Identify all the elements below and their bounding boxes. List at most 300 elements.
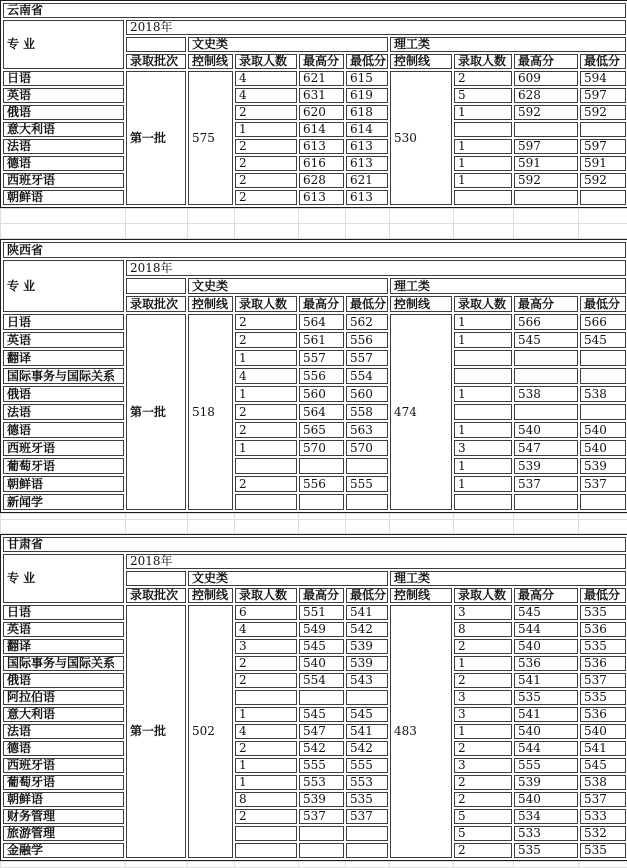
arts-max-score-cell bbox=[299, 494, 344, 510]
science-admit-count-cell: 5 bbox=[454, 826, 512, 841]
major-row bbox=[3, 792, 626, 807]
science-max-score-cell: 566 bbox=[514, 314, 578, 330]
science-min-score-cell bbox=[580, 368, 626, 384]
arts-min-score-cell: 555 bbox=[346, 758, 388, 773]
major-row bbox=[3, 494, 626, 510]
gridline-cell bbox=[346, 209, 390, 224]
science-admit-count-cell: 3 bbox=[454, 690, 512, 705]
arts-min-score-cell: 539 bbox=[346, 656, 388, 671]
science-admit-count-cell bbox=[454, 368, 512, 384]
arts-control-line-cell: 575 bbox=[188, 71, 233, 205]
arts-admit-count-cell: 2 bbox=[235, 404, 297, 420]
gridline-cell bbox=[579, 862, 627, 868]
science-min-score-cell: 537 bbox=[580, 673, 626, 688]
arts-admit-count-cell: 2 bbox=[235, 673, 297, 688]
arts-min-score-header: 最低分 bbox=[346, 54, 388, 69]
science-admit-count-cell bbox=[454, 122, 512, 137]
batch-column-header: 录取批次 bbox=[126, 588, 186, 603]
science-max-score-cell: 555 bbox=[514, 758, 578, 773]
major-row bbox=[3, 314, 626, 330]
arts-max-score-cell: 621 bbox=[299, 71, 344, 86]
science-min-score-cell bbox=[580, 190, 626, 205]
major-cell: 旅游管理 bbox=[3, 826, 124, 841]
science-min-score-cell: 535 bbox=[580, 605, 626, 620]
science-admit-count-cell: 2 bbox=[454, 673, 512, 688]
arts-max-score-cell: 540 bbox=[299, 656, 344, 671]
major-cell: 意大利语 bbox=[3, 707, 124, 722]
arts-min-score-cell: 539 bbox=[346, 639, 388, 654]
arts-max-score-cell: 620 bbox=[299, 105, 344, 120]
arts-category-header: 文史类 bbox=[188, 278, 388, 294]
arts-category-header: 文史类 bbox=[188, 37, 388, 52]
arts-max-score-cell: 613 bbox=[299, 190, 344, 205]
science-min-score-header: 最低分 bbox=[580, 588, 626, 603]
arts-min-score-cell: 543 bbox=[346, 673, 388, 688]
arts-admit-count-cell: 1 bbox=[235, 775, 297, 790]
arts-min-score-cell: 545 bbox=[346, 707, 388, 722]
arts-max-score-cell: 537 bbox=[299, 809, 344, 824]
science-min-score-cell: 539 bbox=[580, 458, 626, 474]
science-admit-count-cell: 2 bbox=[454, 639, 512, 654]
arts-min-score-cell: 554 bbox=[346, 368, 388, 384]
major-cell: 金融学 bbox=[3, 843, 124, 858]
science-max-score-cell: 547 bbox=[514, 440, 578, 456]
gridline-cell bbox=[299, 209, 346, 224]
science-min-score-header: 最低分 bbox=[580, 54, 626, 69]
science-max-score-cell: 609 bbox=[514, 71, 578, 86]
major-row bbox=[3, 190, 626, 205]
science-max-score-cell: 538 bbox=[514, 386, 578, 402]
gridline-cell bbox=[126, 209, 188, 224]
arts-admit-count-cell: 1 bbox=[235, 122, 297, 137]
major-row bbox=[3, 105, 626, 120]
major-cell: 朝鲜语 bbox=[3, 190, 124, 205]
arts-max-score-cell: 555 bbox=[299, 758, 344, 773]
arts-min-score-cell: 556 bbox=[346, 332, 388, 348]
science-max-score-cell: 592 bbox=[514, 173, 578, 188]
science-min-score-cell: 535 bbox=[580, 639, 626, 654]
arts-admit-count-cell bbox=[235, 843, 297, 858]
major-row bbox=[3, 826, 626, 841]
arts-min-score-cell: 535 bbox=[346, 792, 388, 807]
arts-control-line-header: 控制线 bbox=[188, 296, 233, 312]
arts-min-score-cell: 563 bbox=[346, 422, 388, 438]
arts-category-header: 文史类 bbox=[188, 571, 388, 586]
arts-min-score-cell bbox=[346, 690, 388, 705]
science-admit-count-cell bbox=[454, 190, 512, 205]
science-min-score-cell: 537 bbox=[580, 792, 626, 807]
gridline-cell bbox=[579, 520, 627, 534]
arts-max-score-cell: 628 bbox=[299, 173, 344, 188]
major-row bbox=[3, 775, 626, 790]
science-admit-count-header: 录取人数 bbox=[454, 54, 512, 69]
major-cell: 国际事务与国际关系 bbox=[3, 656, 124, 671]
science-min-score-cell bbox=[580, 350, 626, 366]
major-cell: 翻译 bbox=[3, 639, 124, 654]
arts-admit-count-cell: 1 bbox=[235, 758, 297, 773]
gridline-cell bbox=[188, 862, 235, 868]
science-max-score-cell bbox=[514, 368, 578, 384]
science-max-score-header: 最高分 bbox=[514, 54, 578, 69]
science-admit-count-cell bbox=[454, 350, 512, 366]
science-admit-count-cell: 5 bbox=[454, 809, 512, 824]
arts-min-score-header: 最低分 bbox=[346, 588, 388, 603]
science-admit-count-cell: 8 bbox=[454, 622, 512, 637]
gridline-cell bbox=[126, 224, 188, 239]
major-row bbox=[3, 71, 626, 86]
spreadsheet-gridlines-bottom bbox=[0, 861, 627, 868]
arts-max-score-cell: 554 bbox=[299, 673, 344, 688]
science-control-line-header: 控制线 bbox=[390, 54, 452, 69]
arts-min-score-cell: 541 bbox=[346, 724, 388, 739]
major-cell: 葡萄牙语 bbox=[3, 775, 124, 790]
gridline-cell bbox=[514, 209, 579, 224]
arts-max-score-cell: 556 bbox=[299, 476, 344, 492]
science-admit-count-cell: 2 bbox=[454, 741, 512, 756]
science-max-score-cell: 540 bbox=[514, 639, 578, 654]
major-row bbox=[3, 605, 626, 620]
arts-max-score-cell: 616 bbox=[299, 156, 344, 171]
science-max-score-cell bbox=[514, 190, 578, 205]
arts-admit-count-cell bbox=[235, 494, 297, 510]
science-min-score-cell: 545 bbox=[580, 332, 626, 348]
major-row bbox=[3, 741, 626, 756]
science-max-score-cell bbox=[514, 350, 578, 366]
science-max-score-cell bbox=[514, 494, 578, 510]
gridline-cell bbox=[235, 862, 299, 868]
arts-max-score-cell: 549 bbox=[299, 622, 344, 637]
major-cell: 新闻学 bbox=[3, 494, 124, 510]
arts-max-score-cell: 545 bbox=[299, 707, 344, 722]
major-row bbox=[3, 724, 626, 739]
major-row bbox=[3, 622, 626, 637]
arts-min-score-cell: 555 bbox=[346, 476, 388, 492]
science-min-score-cell: 535 bbox=[580, 690, 626, 705]
arts-admit-count-cell: 6 bbox=[235, 605, 297, 620]
major-cell: 俄语 bbox=[3, 386, 124, 402]
science-min-score-cell: 591 bbox=[580, 156, 626, 171]
arts-max-score-header: 最高分 bbox=[299, 296, 344, 312]
gridline-cell bbox=[454, 209, 514, 224]
arts-min-score-cell: 613 bbox=[346, 156, 388, 171]
major-row bbox=[3, 350, 626, 366]
science-max-score-cell: 539 bbox=[514, 458, 578, 474]
major-row bbox=[3, 332, 626, 348]
science-min-score-cell: 540 bbox=[580, 724, 626, 739]
arts-admit-count-cell: 1 bbox=[235, 440, 297, 456]
science-admit-count-cell: 2 bbox=[454, 71, 512, 86]
arts-min-score-cell: 542 bbox=[346, 622, 388, 637]
major-cell: 意大利语 bbox=[3, 122, 124, 137]
science-control-line-header: 控制线 bbox=[390, 588, 452, 603]
science-admit-count-cell: 1 bbox=[454, 173, 512, 188]
arts-max-score-cell: 614 bbox=[299, 122, 344, 137]
gridline-cell bbox=[1, 224, 126, 239]
science-admit-count-cell: 1 bbox=[454, 656, 512, 671]
science-max-score-cell: 544 bbox=[514, 741, 578, 756]
science-control-line-cell: 530 bbox=[390, 71, 452, 205]
arts-min-score-cell bbox=[346, 458, 388, 474]
arts-admit-count-cell: 8 bbox=[235, 792, 297, 807]
major-row bbox=[3, 440, 626, 456]
major-cell: 翻译 bbox=[3, 350, 124, 366]
science-admit-count-cell: 1 bbox=[454, 386, 512, 402]
science-admit-count-cell: 2 bbox=[454, 792, 512, 807]
science-admit-count-cell: 3 bbox=[454, 605, 512, 620]
gridline-cell bbox=[454, 520, 514, 534]
science-max-score-cell: 540 bbox=[514, 724, 578, 739]
arts-admit-count-cell: 4 bbox=[235, 724, 297, 739]
arts-admit-count-header: 录取人数 bbox=[235, 54, 297, 69]
science-max-score-cell: 541 bbox=[514, 707, 578, 722]
arts-min-score-cell: 542 bbox=[346, 741, 388, 756]
arts-admit-count-cell: 2 bbox=[235, 139, 297, 154]
major-column-header: 专 业 bbox=[3, 554, 124, 603]
arts-max-score-cell: 551 bbox=[299, 605, 344, 620]
arts-admit-count-cell: 2 bbox=[235, 332, 297, 348]
science-min-score-cell: 533 bbox=[580, 809, 626, 824]
arts-min-score-cell: 621 bbox=[346, 173, 388, 188]
gridline-cell bbox=[346, 224, 390, 239]
arts-min-score-header: 最低分 bbox=[346, 296, 388, 312]
science-min-score-cell: 597 bbox=[580, 139, 626, 154]
major-row bbox=[3, 368, 626, 384]
science-category-header: 理工类 bbox=[390, 278, 626, 294]
arts-min-score-cell bbox=[346, 494, 388, 510]
science-admit-count-header: 录取人数 bbox=[454, 588, 512, 603]
major-cell: 德语 bbox=[3, 422, 124, 438]
major-row bbox=[3, 843, 626, 858]
arts-max-score-cell bbox=[299, 843, 344, 858]
spreadsheet-gridlines-gap-1 bbox=[0, 208, 627, 239]
science-admit-count-cell: 1 bbox=[454, 332, 512, 348]
arts-min-score-cell bbox=[346, 826, 388, 841]
gridline-cell bbox=[188, 209, 235, 224]
arts-max-score-cell: 565 bbox=[299, 422, 344, 438]
arts-min-score-cell: 615 bbox=[346, 71, 388, 86]
arts-min-score-cell: 560 bbox=[346, 386, 388, 402]
arts-max-score-header: 最高分 bbox=[299, 54, 344, 69]
arts-admit-count-cell: 2 bbox=[235, 314, 297, 330]
science-max-score-cell: 545 bbox=[514, 605, 578, 620]
major-cell: 法语 bbox=[3, 139, 124, 154]
arts-max-score-cell bbox=[299, 826, 344, 841]
science-min-score-cell: 538 bbox=[580, 386, 626, 402]
arts-max-score-header: 最高分 bbox=[299, 588, 344, 603]
arts-max-score-cell bbox=[299, 458, 344, 474]
major-row bbox=[3, 88, 626, 103]
major-row bbox=[3, 809, 626, 824]
arts-admit-count-cell: 2 bbox=[235, 741, 297, 756]
empty-header-cell bbox=[126, 37, 186, 52]
province-title: 甘肃省 bbox=[3, 537, 626, 552]
major-row bbox=[3, 173, 626, 188]
science-max-score-cell bbox=[514, 404, 578, 420]
science-admit-count-cell: 1 bbox=[454, 105, 512, 120]
major-row bbox=[3, 458, 626, 474]
major-cell: 日语 bbox=[3, 71, 124, 86]
arts-min-score-cell: 570 bbox=[346, 440, 388, 456]
major-row bbox=[3, 673, 626, 688]
science-min-score-header: 最低分 bbox=[580, 296, 626, 312]
science-admit-count-cell bbox=[454, 404, 512, 420]
science-admit-count-cell: 2 bbox=[454, 775, 512, 790]
science-min-score-cell: 535 bbox=[580, 843, 626, 858]
science-admit-count-cell bbox=[454, 494, 512, 510]
science-min-score-cell: 594 bbox=[580, 71, 626, 86]
gridline-cell bbox=[454, 862, 514, 868]
major-cell: 国际事务与国际关系 bbox=[3, 368, 124, 384]
arts-control-line-header: 控制线 bbox=[188, 54, 233, 69]
province-table-1 bbox=[0, 0, 627, 208]
major-column-header: 专 业 bbox=[3, 20, 124, 69]
major-cell: 英语 bbox=[3, 332, 124, 348]
batch-column-header: 录取批次 bbox=[126, 296, 186, 312]
gridline-cell bbox=[299, 520, 346, 534]
science-min-score-cell: 541 bbox=[580, 741, 626, 756]
major-row bbox=[3, 122, 626, 137]
gridline-cell bbox=[514, 224, 579, 239]
major-cell: 俄语 bbox=[3, 673, 124, 688]
arts-max-score-cell: 556 bbox=[299, 368, 344, 384]
science-max-score-cell: 533 bbox=[514, 826, 578, 841]
science-admit-count-cell: 1 bbox=[454, 724, 512, 739]
arts-min-score-cell: 619 bbox=[346, 88, 388, 103]
major-cell: 朝鲜语 bbox=[3, 792, 124, 807]
province-title: 云南省 bbox=[3, 3, 626, 18]
science-control-line-header: 控制线 bbox=[390, 296, 452, 312]
major-row bbox=[3, 139, 626, 154]
major-cell: 西班牙语 bbox=[3, 758, 124, 773]
major-row bbox=[3, 422, 626, 438]
major-cell: 德语 bbox=[3, 741, 124, 756]
arts-admit-count-cell bbox=[235, 458, 297, 474]
arts-admit-count-cell: 4 bbox=[235, 368, 297, 384]
science-admit-count-cell: 1 bbox=[454, 156, 512, 171]
gridline-cell bbox=[1, 520, 126, 534]
science-min-score-cell: 540 bbox=[580, 422, 626, 438]
science-control-line-cell: 483 bbox=[390, 605, 452, 858]
arts-min-score-cell: 558 bbox=[346, 404, 388, 420]
arts-admit-count-cell: 1 bbox=[235, 350, 297, 366]
arts-admit-count-cell: 4 bbox=[235, 88, 297, 103]
arts-min-score-cell: 614 bbox=[346, 122, 388, 137]
arts-max-score-cell: 613 bbox=[299, 139, 344, 154]
science-min-score-cell bbox=[580, 494, 626, 510]
arts-control-line-cell: 502 bbox=[188, 605, 233, 858]
arts-admit-count-cell: 2 bbox=[235, 190, 297, 205]
arts-min-score-cell: 553 bbox=[346, 775, 388, 790]
science-max-score-cell: 540 bbox=[514, 792, 578, 807]
arts-max-score-cell: 547 bbox=[299, 724, 344, 739]
arts-admit-count-header: 录取人数 bbox=[235, 296, 297, 312]
arts-max-score-cell: 545 bbox=[299, 639, 344, 654]
science-min-score-cell: 532 bbox=[580, 826, 626, 841]
arts-max-score-cell: 561 bbox=[299, 332, 344, 348]
major-row bbox=[3, 476, 626, 492]
arts-max-score-cell: 557 bbox=[299, 350, 344, 366]
science-admit-count-cell: 3 bbox=[454, 440, 512, 456]
major-cell: 日语 bbox=[3, 605, 124, 620]
arts-admit-count-cell: 1 bbox=[235, 707, 297, 722]
arts-max-score-cell: 553 bbox=[299, 775, 344, 790]
arts-admit-count-cell: 1 bbox=[235, 386, 297, 402]
science-min-score-cell: 536 bbox=[580, 707, 626, 722]
science-max-score-header: 最高分 bbox=[514, 296, 578, 312]
science-max-score-cell: 541 bbox=[514, 673, 578, 688]
major-column-header: 专 业 bbox=[3, 260, 124, 312]
arts-admit-count-cell: 2 bbox=[235, 156, 297, 171]
gridline-cell bbox=[126, 520, 188, 534]
science-min-score-cell: 540 bbox=[580, 440, 626, 456]
arts-min-score-cell bbox=[346, 843, 388, 858]
science-min-score-cell bbox=[580, 404, 626, 420]
science-max-score-cell: 628 bbox=[514, 88, 578, 103]
arts-min-score-cell: 618 bbox=[346, 105, 388, 120]
science-admit-count-cell: 1 bbox=[454, 422, 512, 438]
gridline-cell bbox=[188, 224, 235, 239]
major-row bbox=[3, 707, 626, 722]
science-min-score-cell: 566 bbox=[580, 314, 626, 330]
gridline-cell bbox=[579, 224, 627, 239]
science-admit-count-cell: 5 bbox=[454, 88, 512, 103]
arts-admit-count-header: 录取人数 bbox=[235, 588, 297, 603]
arts-control-line-cell: 518 bbox=[188, 314, 233, 510]
science-admit-count-cell: 3 bbox=[454, 758, 512, 773]
arts-max-score-cell: 564 bbox=[299, 404, 344, 420]
science-category-header: 理工类 bbox=[390, 37, 626, 52]
province-title: 陕西省 bbox=[3, 242, 626, 258]
arts-max-score-cell: 542 bbox=[299, 741, 344, 756]
science-max-score-cell: 536 bbox=[514, 656, 578, 671]
science-admit-count-cell: 1 bbox=[454, 458, 512, 474]
major-cell: 德语 bbox=[3, 156, 124, 171]
gridline-cell bbox=[514, 520, 579, 534]
empty-header-cell bbox=[126, 571, 186, 586]
arts-max-score-cell: 631 bbox=[299, 88, 344, 103]
major-cell: 西班牙语 bbox=[3, 173, 124, 188]
gridline-cell bbox=[390, 209, 454, 224]
science-max-score-cell: 592 bbox=[514, 105, 578, 120]
major-cell: 阿拉伯语 bbox=[3, 690, 124, 705]
arts-admit-count-cell: 4 bbox=[235, 71, 297, 86]
major-cell: 西班牙语 bbox=[3, 440, 124, 456]
science-max-score-header: 最高分 bbox=[514, 588, 578, 603]
gridline-cell bbox=[454, 224, 514, 239]
arts-admit-count-cell: 2 bbox=[235, 173, 297, 188]
gridline-cell bbox=[1, 209, 126, 224]
gridline-cell bbox=[299, 862, 346, 868]
year-header: 2018年 bbox=[126, 20, 626, 35]
science-max-score-cell: 591 bbox=[514, 156, 578, 171]
science-admit-count-cell: 1 bbox=[454, 314, 512, 330]
science-max-score-cell: 535 bbox=[514, 690, 578, 705]
science-max-score-cell: 537 bbox=[514, 476, 578, 492]
province-table-2 bbox=[0, 239, 627, 513]
science-min-score-cell: 592 bbox=[580, 105, 626, 120]
gridline-cell bbox=[390, 224, 454, 239]
major-cell: 葡萄牙语 bbox=[3, 458, 124, 474]
arts-min-score-cell: 557 bbox=[346, 350, 388, 366]
arts-control-line-header: 控制线 bbox=[188, 588, 233, 603]
major-cell: 法语 bbox=[3, 404, 124, 420]
batch-cell: 第一批 bbox=[126, 71, 186, 205]
major-row bbox=[3, 656, 626, 671]
arts-max-score-cell: 539 bbox=[299, 792, 344, 807]
science-admit-count-cell: 2 bbox=[454, 843, 512, 858]
science-category-header: 理工类 bbox=[390, 571, 626, 586]
arts-admit-count-cell bbox=[235, 690, 297, 705]
